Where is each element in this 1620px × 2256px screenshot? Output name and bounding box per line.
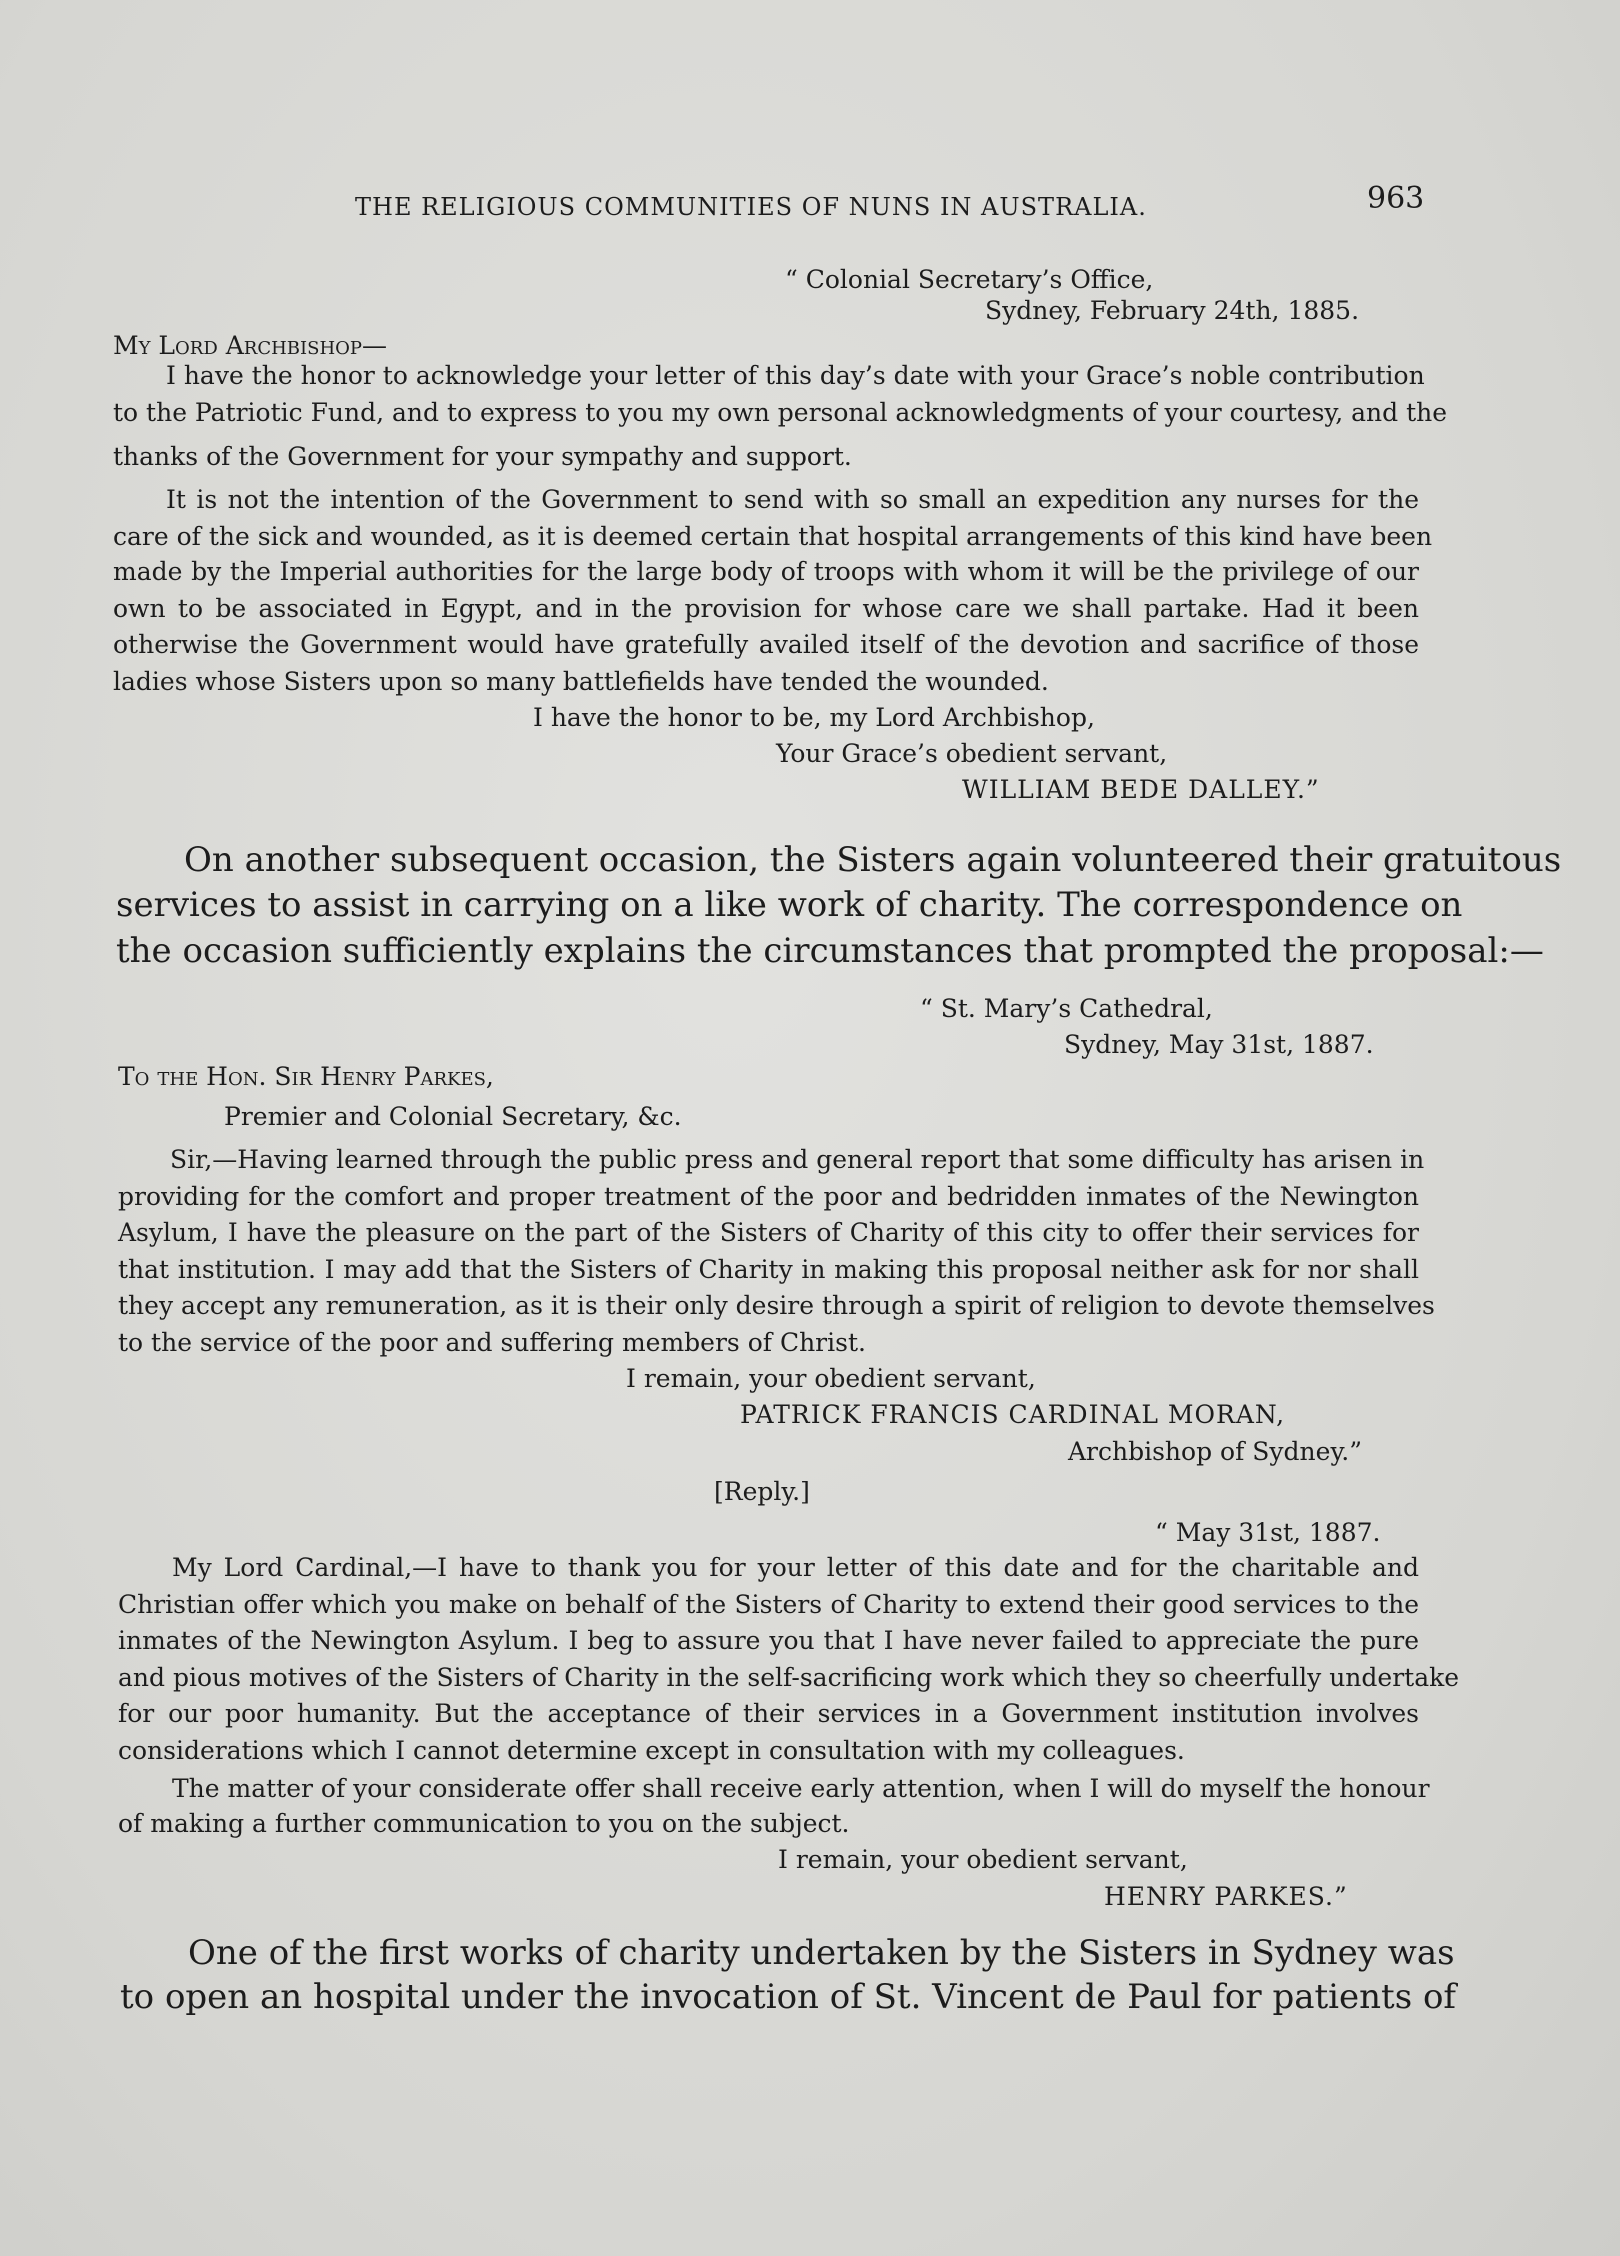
reply-paragraph2-line: The matter of your considerate offer shall receive early attention, when I will do myself the honour — [172, 1774, 1430, 1803]
letter1-paragraph2-line: own to be associated in Egypt, and in the provision for whose care we shall partake. Had it been — [113, 594, 1419, 623]
reply-paragraph1-line: and pious motives of the Sisters of Charity in the self-sacrificing work which they so cheerfully undertake — [118, 1663, 1460, 1692]
letter2-recipient-title: Premier and Colonial Secretary, &c. — [224, 1102, 682, 1131]
letter1-paragraph2-line: made by the Imperial authorities for the large body of troops with whom it will be the privilege of our — [113, 557, 1419, 586]
reply-paragraph1-line: inmates of the Newington Asylum. I beg to assure you that I have never failed to appreciate the pure — [118, 1626, 1419, 1655]
body-paragraph-line: services to assist in carrying on a like work of charity. The correspondence on — [116, 885, 1463, 925]
letter1-address-line2: Sydney, February 24th, 1885. — [985, 296, 1360, 325]
letter2-paragraph-line: providing for the comfort and proper treatment of the poor and bedridden inmates of the Newington — [118, 1182, 1419, 1211]
letter2-address-line1: “ St. Mary’s Cathedral, — [920, 994, 1213, 1023]
letter1-closing-line2: Your Grace’s obedient servant, — [776, 739, 1168, 768]
letter2-closing: I remain, your obedient servant, — [626, 1364, 1036, 1393]
letter1-address-line1: “ Colonial Secretary’s Office, — [785, 265, 1154, 294]
reply-paragraph1-line: for our poor humanity. But the acceptance of their services in a Government institution involves — [118, 1699, 1419, 1728]
letter2-signature-title: Archbishop of Sydney.” — [1068, 1437, 1362, 1466]
letter1-closing-line1: I have the honor to be, my Lord Archbishop, — [533, 703, 1095, 732]
letter2-paragraph-line: that institution. I may add that the Sisters of Charity in making this proposal neither ask for nor shall — [118, 1255, 1419, 1284]
body-paragraph-line: to open an hospital under the invocation of St. Vincent de Paul for patients of — [120, 1977, 1457, 2017]
running-title: THE RELIGIOUS COMMUNITIES OF NUNS IN AUSTRALIA. — [355, 193, 1147, 221]
reply-closing: I remain, your obedient servant, — [778, 1845, 1188, 1874]
letter1-paragraph2-line: care of the sick and wounded, as it is deemed certain that hospital arrangements of this kind have been — [113, 522, 1433, 551]
body-paragraph-line: One of the first works of charity undertaken by the Sisters in Sydney was — [188, 1933, 1455, 1973]
letter1-paragraph2-line: It is not the intention of the Government to send with so small an expedition any nurses for the — [166, 485, 1419, 514]
letter2-paragraph-line: Sir,—Having learned through the public press and general report that some difficulty has arisen in — [170, 1145, 1425, 1174]
body-paragraph-line: On another subsequent occasion, the Sisters again volunteered their gratuitous — [184, 840, 1562, 880]
page-number: 963 — [1367, 181, 1425, 216]
reply-signature: HENRY PARKES.” — [1104, 1882, 1348, 1911]
letter2-signature: PATRICK FRANCIS CARDINAL MORAN, — [740, 1400, 1286, 1429]
letter1-paragraph1-line: thanks of the Government for your sympathy and support. — [113, 442, 852, 471]
letter1-paragraph2-line: otherwise the Government would have gratefully availed itself of the devotion and sacrifice of those — [113, 630, 1419, 659]
letter2-paragraph-line: to the service of the poor and suffering members of Christ. — [118, 1328, 866, 1357]
reply-date: “ May 31st, 1887. — [1155, 1518, 1381, 1547]
letter1-salutation: My Lord Archbishop— — [113, 331, 388, 360]
letter2-paragraph-line: Asylum, I have the pleasure on the part of the Sisters of Charity of this city to offer their services for — [118, 1218, 1419, 1247]
letter2-paragraph-line: they accept any remuneration, as it is their only desire through a spirit of religion to devote themselves — [118, 1291, 1435, 1320]
letter2-recipient-name: To the Hon. Sir Henry Parkes, — [118, 1062, 494, 1091]
reply-paragraph1-line: considerations which I cannot determine except in consultation with my colleagues. — [118, 1736, 1185, 1765]
body-paragraph-line: the occasion sufficiently explains the circumstances that prompted the proposal:— — [116, 931, 1544, 971]
letter1-paragraph1-line: to the Patriotic Fund, and to express to you my own personal acknowledgments of your courtesy, and the — [113, 398, 1448, 427]
letter2-address-line2: Sydney, May 31st, 1887. — [1064, 1030, 1374, 1059]
reply-paragraph2-line: of making a further communication to you on the subject. — [118, 1809, 850, 1838]
reply-paragraph1-line: Christian offer which you make on behalf of the Sisters of Charity to extend their good services to the — [118, 1590, 1419, 1619]
letter2-recipient — [118, 1062, 494, 1091]
letter1-paragraph2-line: ladies whose Sisters upon so many battlefields have tended the wounded. — [113, 667, 1049, 696]
letter1-signature: WILLIAM BEDE DALLEY.” — [962, 775, 1320, 804]
reply-paragraph1-line: My Lord Cardinal,—I have to thank you for your letter of this date and for the charitable and — [172, 1553, 1419, 1582]
letter1-paragraph1-line: I have the honor to acknowledge your letter of this day’s date with your Grace’s noble contribution — [166, 361, 1425, 390]
reply-label: [Reply.] — [714, 1477, 810, 1506]
